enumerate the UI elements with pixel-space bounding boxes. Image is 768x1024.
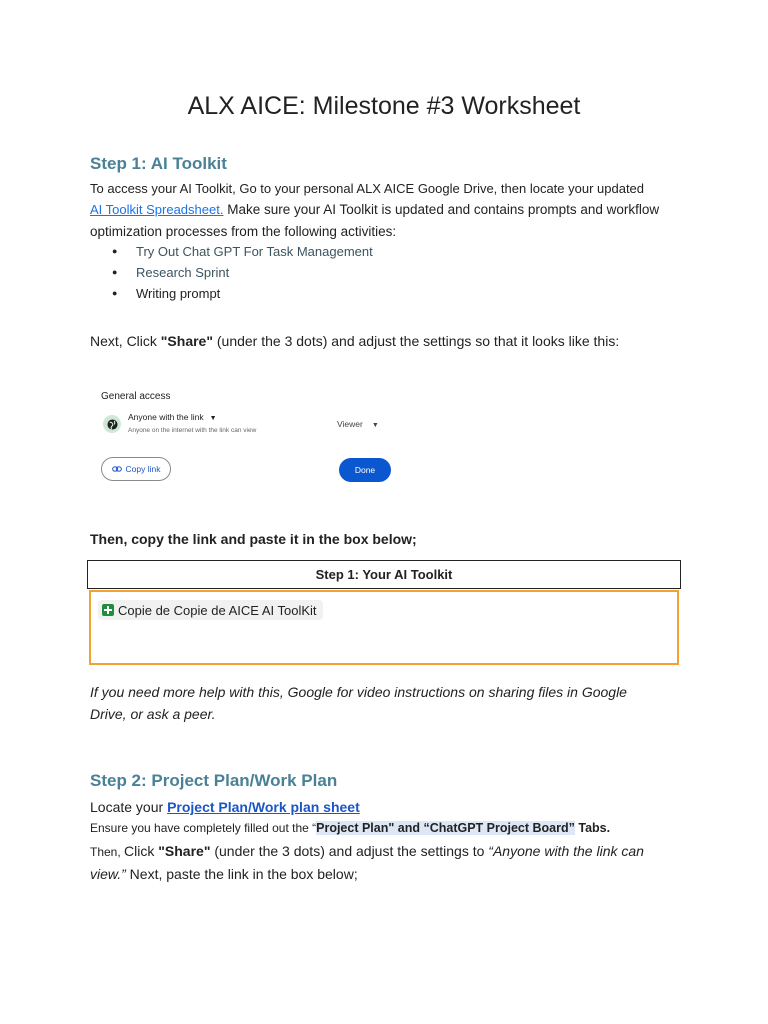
share-prefix: Next, Click [90, 333, 161, 349]
access-dropdown[interactable] [128, 412, 217, 422]
access-label: Anyone with the link [128, 412, 204, 422]
ensure-suffix: Tabs. [574, 821, 611, 835]
share-keyword-2: "Share" [158, 843, 211, 859]
ensure-prefix: Ensure you have completely filled out the “ [90, 821, 317, 835]
copy-link-label: Copy link [125, 464, 161, 474]
role-label: Viewer [337, 419, 363, 429]
activity-list [112, 241, 373, 304]
share-suffix: (under the 3 dots) and adjust the settings so that it looks like this: [212, 333, 620, 349]
step2-heading: Step 2: Project Plan/Work Plan [90, 771, 338, 790]
step1-heading: Step 1: AI Toolkit [90, 154, 227, 173]
spreadsheet-chip[interactable] [98, 600, 323, 620]
link-icon [112, 464, 122, 474]
list-item: ● Try Out Chat GPT For Task Management [112, 241, 373, 262]
globe-icon [103, 415, 121, 433]
help-text: If you need more help with this, Google for video instructions on sharing files in Google Drive, or ask a peer. [90, 684, 627, 722]
done-button[interactable]: Done [339, 458, 391, 482]
role-dropdown[interactable] [337, 419, 379, 429]
intro-text-1: To access your AI Toolkit, Go to your personal ALX AICE Google Drive, then locate your updated [90, 181, 645, 196]
then-mid: (under the 3 dots) and adjust the settings to [210, 843, 489, 859]
table-header: Step 1: Your AI Toolkit [87, 560, 681, 589]
step1-intro [90, 178, 690, 243]
google-sheets-icon [102, 604, 114, 616]
then-prefix: Then, [90, 845, 125, 859]
general-access-dialog [93, 379, 398, 489]
link-box[interactable] [89, 590, 679, 665]
caret-down-icon: ▼ [371, 422, 379, 429]
share-keyword: "Share" [160, 333, 213, 349]
dialog-title: General access [101, 391, 171, 402]
caret-down-icon: ▼ [209, 415, 217, 422]
chip-label: Copie de Copie de AICE AI ToolKit [118, 602, 317, 618]
access-description: Anyone on the internet with the link can view [128, 427, 257, 434]
then-click: Click [124, 843, 159, 859]
locate-prefix: Locate your [90, 799, 168, 815]
tab-names-highlight: Project Plan" and “ChatGPT Project Board” [316, 821, 575, 835]
document-title: ALX AICE: Milestone #3 Worksheet [187, 92, 581, 120]
then-italic: “Anyone with the link can view.” [90, 843, 644, 882]
share-instruction [90, 330, 680, 352]
locate-line [90, 796, 690, 818]
list-item: ● Research Sprint [112, 262, 373, 283]
share-instruction-2 [90, 840, 670, 885]
ensure-line [90, 818, 690, 839]
intro-text-2: Make sure your AI Toolkit is updated and contains prompts and workflow optimization processes from the following activities: [90, 202, 660, 239]
ai-toolkit-spreadsheet-link[interactable]: AI Toolkit Spreadsheet. [90, 202, 224, 217]
paste-instruction: Then, copy the link and paste it in the box below; [90, 531, 417, 547]
list-item: ● Writing prompt [112, 283, 373, 304]
project-plan-link[interactable]: Project Plan/Work plan sheet [167, 799, 360, 815]
then-end: Next, paste the link in the box below; [125, 866, 358, 882]
copy-link-button[interactable] [101, 457, 171, 481]
